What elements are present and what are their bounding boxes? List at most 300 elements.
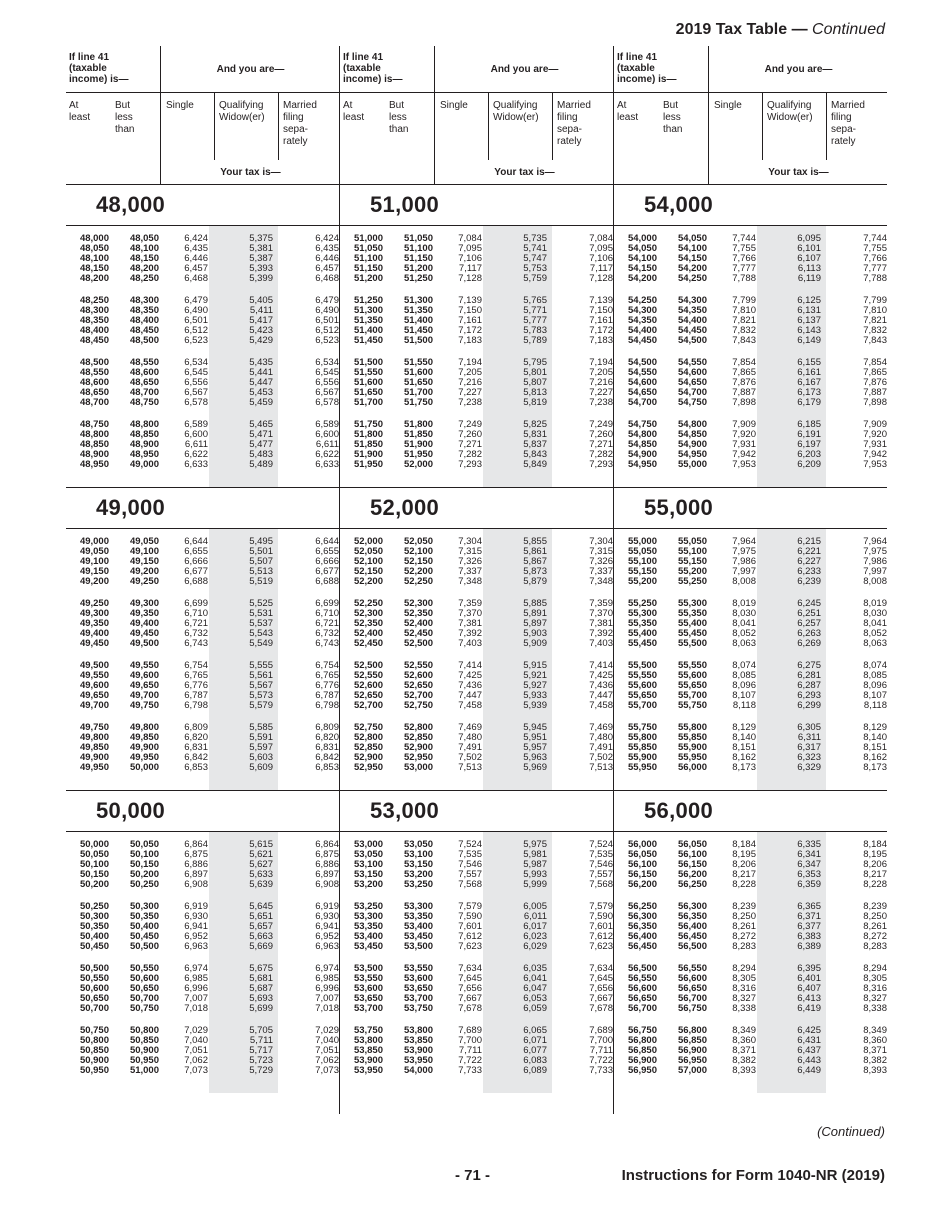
your-tax-is-label: Your tax is— bbox=[768, 166, 829, 178]
qualifying-widow-tax-cell: 6,377 bbox=[797, 921, 821, 932]
single-tax-cell: 6,710 bbox=[184, 608, 208, 619]
single-tax-cell: 6,490 bbox=[184, 305, 208, 316]
table-row bbox=[340, 460, 613, 470]
single-tax-cell: 8,250 bbox=[732, 911, 756, 922]
qualifying-widow-tax-cell: 5,507 bbox=[249, 556, 273, 567]
qualifying-widow-tax-cell: 5,735 bbox=[523, 233, 547, 244]
at-least-cell: 53,700 bbox=[353, 1003, 383, 1014]
qualifying-widow-tax-cell: 5,711 bbox=[249, 1035, 273, 1046]
income-section bbox=[340, 487, 613, 790]
but-less-than-cell: 54,000 bbox=[403, 1065, 433, 1076]
at-least-cell: 48,000 bbox=[79, 233, 109, 244]
single-tax-cell: 8,140 bbox=[732, 732, 756, 743]
married-separately-header: Married filing sepa- rately bbox=[283, 100, 317, 147]
but-less-than-cell: 50,250 bbox=[129, 879, 159, 890]
single-tax-cell: 7,337 bbox=[458, 566, 482, 577]
married-separately-tax-cell: 7,161 bbox=[589, 315, 613, 326]
at-least-cell: 48,550 bbox=[79, 367, 109, 378]
single-tax-cell: 6,578 bbox=[184, 397, 208, 408]
married-separately-tax-cell: 7,348 bbox=[589, 576, 613, 587]
qualifying-widow-tax-cell: 6,203 bbox=[797, 449, 821, 460]
table-row bbox=[340, 763, 613, 773]
at-least-cell: 50,350 bbox=[79, 921, 109, 932]
row-group bbox=[66, 1026, 339, 1088]
single-tax-cell: 7,865 bbox=[732, 367, 756, 378]
if-line-label: If line 41 (taxable income) is— bbox=[343, 52, 403, 85]
married-separately-tax-cell: 7,942 bbox=[863, 449, 887, 460]
header-divider bbox=[708, 46, 709, 184]
qualifying-widow-tax-cell: 6,119 bbox=[797, 273, 821, 284]
at-least-cell: 48,900 bbox=[79, 449, 109, 460]
qualifying-widow-tax-cell: 5,561 bbox=[249, 670, 273, 681]
but-less-than-cell: 53,950 bbox=[403, 1055, 433, 1066]
married-separately-tax-cell: 7,073 bbox=[315, 1065, 339, 1076]
table-row bbox=[614, 763, 887, 773]
income-section bbox=[614, 487, 887, 790]
single-tax-cell: 8,360 bbox=[732, 1035, 756, 1046]
qualifying-widow-tax-cell: 5,675 bbox=[249, 963, 273, 974]
married-separately-tax-cell: 7,887 bbox=[863, 387, 887, 398]
single-tax-cell: 7,436 bbox=[458, 680, 482, 691]
page-number: - 71 - bbox=[455, 1167, 491, 1184]
married-separately-tax-cell: 8,107 bbox=[863, 690, 887, 701]
single-tax-cell: 7,843 bbox=[732, 335, 756, 346]
qualifying-widow-tax-cell: 6,065 bbox=[523, 1025, 547, 1036]
qualifying-widow-tax-cell: 5,495 bbox=[249, 536, 273, 547]
at-least-cell: 53,900 bbox=[353, 1055, 383, 1066]
but-less-than-cell: 51,650 bbox=[403, 377, 433, 388]
section-title: 50,000 bbox=[66, 791, 339, 832]
at-least-cell: 54,650 bbox=[627, 387, 657, 398]
row-group bbox=[66, 964, 339, 1026]
married-separately-tax-cell: 7,513 bbox=[589, 762, 613, 773]
married-separately-tax-cell: 8,327 bbox=[863, 993, 887, 1004]
married-separately-tax-cell: 8,250 bbox=[863, 911, 887, 922]
qualifying-widow-tax-cell: 5,663 bbox=[249, 931, 273, 942]
but-less-than-cell: 53,100 bbox=[403, 849, 433, 860]
table-row bbox=[66, 460, 339, 470]
row-group bbox=[614, 661, 887, 723]
qualifying-widow-tax-cell: 6,287 bbox=[797, 680, 821, 691]
but-less-than-cell: 51,500 bbox=[403, 335, 433, 346]
married-separately-tax-cell: 8,041 bbox=[863, 618, 887, 629]
at-least-cell: 54,400 bbox=[627, 325, 657, 336]
row-group bbox=[66, 902, 339, 964]
but-less-than-cell: 49,750 bbox=[129, 700, 159, 711]
but-less-than-cell: 48,850 bbox=[129, 429, 159, 440]
at-least-cell: 50,950 bbox=[79, 1065, 109, 1076]
but-less-than-cell: 48,950 bbox=[129, 449, 159, 460]
but-less-than-cell: 55,850 bbox=[677, 732, 707, 743]
married-separately-tax-cell: 7,656 bbox=[589, 983, 613, 994]
at-least-cell: 52,650 bbox=[353, 690, 383, 701]
single-tax-cell: 8,184 bbox=[732, 839, 756, 850]
married-separately-tax-cell: 6,699 bbox=[315, 598, 339, 609]
qualifying-widow-tax-cell: 6,083 bbox=[523, 1055, 547, 1066]
but-less-than-cell: 48,800 bbox=[129, 419, 159, 430]
table-row bbox=[614, 942, 887, 952]
but-less-than-cell: 52,700 bbox=[403, 690, 433, 701]
qualifying-widow-tax-cell: 5,597 bbox=[249, 742, 273, 753]
but-less-than-cell: 50,900 bbox=[129, 1045, 159, 1056]
table-row bbox=[340, 336, 613, 346]
at-least-cell: 48,050 bbox=[79, 243, 109, 254]
but-less-than-cell: 51,450 bbox=[403, 325, 433, 336]
married-separately-tax-cell: 7,744 bbox=[863, 233, 887, 244]
qualifying-widow-tax-cell: 6,191 bbox=[797, 429, 821, 440]
but-less-than-cell: 51,400 bbox=[403, 315, 433, 326]
qualifying-widow-tax-cell: 6,305 bbox=[797, 722, 821, 733]
but-less-than-cell: 55,350 bbox=[677, 608, 707, 619]
but-less-than-cell: 52,950 bbox=[403, 752, 433, 763]
but-less-than-cell: 55,000 bbox=[677, 459, 707, 470]
at-least-cell: 53,050 bbox=[353, 849, 383, 860]
section-rows bbox=[614, 529, 887, 790]
at-least-cell: 56,000 bbox=[627, 839, 657, 850]
qualifying-widow-tax-cell: 5,669 bbox=[249, 941, 273, 952]
qualifying-widow-tax-cell: 5,861 bbox=[523, 546, 547, 557]
but-less-than-cell: 49,450 bbox=[129, 628, 159, 639]
table-row bbox=[66, 274, 339, 284]
single-tax-cell: 7,117 bbox=[458, 263, 482, 274]
table-row bbox=[614, 274, 887, 284]
qualifying-widow-tax-cell: 5,975 bbox=[523, 839, 547, 850]
but-less-than-cell: 51,050 bbox=[403, 233, 433, 244]
single-tax-cell: 7,447 bbox=[458, 690, 482, 701]
but-less-than-cell: 52,250 bbox=[403, 576, 433, 587]
your-tax-is-label: Your tax is— bbox=[220, 166, 281, 178]
at-least-cell: 50,300 bbox=[79, 911, 109, 922]
qualifying-widow-tax-cell: 5,603 bbox=[249, 752, 273, 763]
qualifying-widow-tax-cell: 6,425 bbox=[797, 1025, 821, 1036]
married-separately-tax-cell: 6,710 bbox=[315, 608, 339, 619]
and-you-are-label: And you are— bbox=[490, 63, 559, 75]
at-least-cell: 51,100 bbox=[353, 253, 383, 264]
but-less-than-cell: 49,650 bbox=[129, 680, 159, 691]
single-tax-cell: 6,798 bbox=[184, 700, 208, 711]
row-group bbox=[66, 296, 339, 358]
but-less-than-cell: 54,200 bbox=[677, 263, 707, 274]
married-separately-tax-cell: 6,963 bbox=[315, 941, 339, 952]
but-less-than-cell: 49,250 bbox=[129, 576, 159, 587]
married-separately-tax-cell: 8,294 bbox=[863, 963, 887, 974]
row-group bbox=[340, 296, 613, 358]
at-least-cell: 53,200 bbox=[353, 879, 383, 890]
married-separately-tax-cell: 8,239 bbox=[863, 901, 887, 912]
but-less-than-cell: 50,600 bbox=[129, 973, 159, 984]
at-least-cell: 48,750 bbox=[79, 419, 109, 430]
married-separately-tax-cell: 6,853 bbox=[315, 762, 339, 773]
section-title: 54,000 bbox=[614, 185, 887, 226]
single-tax-cell: 7,194 bbox=[458, 357, 482, 368]
single-tax-cell: 8,371 bbox=[732, 1045, 756, 1056]
married-separately-tax-cell: 6,446 bbox=[315, 253, 339, 264]
column-header bbox=[340, 46, 613, 185]
single-tax-cell: 7,425 bbox=[458, 670, 482, 681]
married-separately-tax-cell: 7,766 bbox=[863, 253, 887, 264]
married-separately-tax-cell: 8,173 bbox=[863, 762, 887, 773]
single-tax-cell: 7,326 bbox=[458, 556, 482, 567]
at-least-cell: 51,050 bbox=[353, 243, 383, 254]
table-row bbox=[66, 942, 339, 952]
header-divider bbox=[826, 92, 827, 160]
qualifying-widow-tax-cell: 5,945 bbox=[523, 722, 547, 733]
married-separately-tax-cell: 6,600 bbox=[315, 429, 339, 440]
single-tax-cell: 6,611 bbox=[184, 439, 208, 450]
at-least-cell: 51,300 bbox=[353, 305, 383, 316]
married-separately-tax-cell: 8,228 bbox=[863, 879, 887, 890]
table-title-text: 2019 Tax Table — bbox=[675, 21, 808, 38]
but-less-than-cell: 56,600 bbox=[677, 973, 707, 984]
married-separately-tax-cell: 7,590 bbox=[589, 911, 613, 922]
married-separately-tax-cell: 7,986 bbox=[863, 556, 887, 567]
single-tax-cell: 8,327 bbox=[732, 993, 756, 1004]
at-least-cell: 48,250 bbox=[79, 295, 109, 306]
but-less-than-cell: 52,850 bbox=[403, 732, 433, 743]
single-tax-cell: 8,283 bbox=[732, 941, 756, 952]
at-least-cell: 48,150 bbox=[79, 263, 109, 274]
single-tax-cell: 6,908 bbox=[184, 879, 208, 890]
qualifying-widow-tax-cell: 6,125 bbox=[797, 295, 821, 306]
but-less-than-cell: 54,350 bbox=[677, 305, 707, 316]
single-tax-cell: 7,964 bbox=[732, 536, 756, 547]
at-least-cell: 49,150 bbox=[79, 566, 109, 577]
married-separately-tax-cell: 7,359 bbox=[589, 598, 613, 609]
at-least-cell: 55,750 bbox=[627, 722, 657, 733]
qualifying-widow-tax-cell: 6,257 bbox=[797, 618, 821, 629]
at-least-cell: 49,550 bbox=[79, 670, 109, 681]
but-less-than-cell: 48,400 bbox=[129, 315, 159, 326]
but-less-than-cell: 55,800 bbox=[677, 722, 707, 733]
at-least-cell: 53,150 bbox=[353, 869, 383, 880]
married-separately-tax-cell: 6,842 bbox=[315, 752, 339, 763]
single-tax-cell: 7,810 bbox=[732, 305, 756, 316]
at-least-cell: 52,500 bbox=[353, 660, 383, 671]
section-rows bbox=[614, 226, 887, 487]
but-less-than-cell: 54,050 bbox=[677, 233, 707, 244]
qualifying-widow-tax-cell: 5,897 bbox=[523, 618, 547, 629]
at-least-cell: 54,300 bbox=[627, 305, 657, 316]
single-tax-cell: 7,282 bbox=[458, 449, 482, 460]
qualifying-widow-tax-cell: 6,323 bbox=[797, 752, 821, 763]
single-tax-cell: 6,468 bbox=[184, 273, 208, 284]
single-tax-cell: 7,733 bbox=[458, 1065, 482, 1076]
at-least-cell: 51,700 bbox=[353, 397, 383, 408]
single-tax-cell: 6,600 bbox=[184, 429, 208, 440]
at-least-cell: 54,700 bbox=[627, 397, 657, 408]
qualifying-widow-tax-cell: 6,245 bbox=[797, 598, 821, 609]
single-tax-cell: 7,084 bbox=[458, 233, 482, 244]
single-tax-cell: 8,349 bbox=[732, 1025, 756, 1036]
single-tax-cell: 7,029 bbox=[184, 1025, 208, 1036]
married-separately-tax-cell: 7,106 bbox=[589, 253, 613, 264]
but-less-than-cell: 56,700 bbox=[677, 993, 707, 1004]
at-least-cell: 52,000 bbox=[353, 536, 383, 547]
but-less-than-cell: 49,350 bbox=[129, 608, 159, 619]
married-separately-tax-cell: 7,810 bbox=[863, 305, 887, 316]
qualifying-widow-tax-cell: 6,179 bbox=[797, 397, 821, 408]
single-tax-cell: 7,161 bbox=[458, 315, 482, 326]
married-separately-tax-cell: 6,996 bbox=[315, 983, 339, 994]
married-separately-tax-cell: 7,128 bbox=[589, 273, 613, 284]
at-least-cell: 55,250 bbox=[627, 598, 657, 609]
single-tax-cell: 7,755 bbox=[732, 243, 756, 254]
but-less-than-cell: 55,150 bbox=[677, 556, 707, 567]
at-least-cell: 52,550 bbox=[353, 670, 383, 681]
single-tax-cell: 8,382 bbox=[732, 1055, 756, 1066]
row-group bbox=[614, 723, 887, 785]
married-separately-tax-cell: 7,634 bbox=[589, 963, 613, 974]
single-tax-cell: 7,788 bbox=[732, 273, 756, 284]
but-less-than-cell: 56,850 bbox=[677, 1035, 707, 1046]
table-column-3 bbox=[614, 46, 887, 1114]
at-least-cell: 50,100 bbox=[79, 859, 109, 870]
married-separately-tax-cell: 8,283 bbox=[863, 941, 887, 952]
single-tax-cell: 7,513 bbox=[458, 762, 482, 773]
qualifying-widow-tax-cell: 5,555 bbox=[249, 660, 273, 671]
married-separately-tax-cell: 6,501 bbox=[315, 315, 339, 326]
qualifying-widow-tax-cell: 6,335 bbox=[797, 839, 821, 850]
married-separately-tax-cell: 7,557 bbox=[589, 869, 613, 880]
qualifying-widow-tax-cell: 6,329 bbox=[797, 762, 821, 773]
single-tax-cell: 8,206 bbox=[732, 859, 756, 870]
but-less-than-cell: 50,350 bbox=[129, 911, 159, 922]
table-row bbox=[340, 701, 613, 711]
but-less-than-cell: 54,400 bbox=[677, 315, 707, 326]
married-separately-tax-cell: 6,435 bbox=[315, 243, 339, 254]
qualifying-widow-tax-cell: 5,519 bbox=[249, 576, 273, 587]
married-separately-tax-cell: 7,700 bbox=[589, 1035, 613, 1046]
qualifying-widow-tax-cell: 6,395 bbox=[797, 963, 821, 974]
married-separately-tax-cell: 7,414 bbox=[589, 660, 613, 671]
at-least-cell: 49,900 bbox=[79, 752, 109, 763]
at-least-cell: 49,700 bbox=[79, 700, 109, 711]
at-least-cell: 50,150 bbox=[79, 869, 109, 880]
but-less-than-cell: 53,550 bbox=[403, 963, 433, 974]
at-least-cell: 51,900 bbox=[353, 449, 383, 460]
but-less-than-cell: 53,400 bbox=[403, 921, 433, 932]
section-rows bbox=[66, 529, 339, 790]
single-tax-cell: 8,294 bbox=[732, 963, 756, 974]
single-tax-cell: 8,162 bbox=[732, 752, 756, 763]
single-tax-cell: 7,271 bbox=[458, 439, 482, 450]
at-least-cell: 55,050 bbox=[627, 546, 657, 557]
married-separately-tax-cell: 7,832 bbox=[863, 325, 887, 336]
qualifying-widow-tax-cell: 6,173 bbox=[797, 387, 821, 398]
but-less-than-cell: 50,550 bbox=[129, 963, 159, 974]
married-separately-tax-cell: 7,623 bbox=[589, 941, 613, 952]
but-less-than-cell: 50,300 bbox=[129, 901, 159, 912]
qualifying-widow-tax-cell: 5,585 bbox=[249, 722, 273, 733]
but-less-than-cell: 48,150 bbox=[129, 253, 159, 264]
qualifying-widow-tax-cell: 6,149 bbox=[797, 335, 821, 346]
table-row bbox=[614, 460, 887, 470]
at-least-cell: 50,800 bbox=[79, 1035, 109, 1046]
single-tax-cell: 7,601 bbox=[458, 921, 482, 932]
row-group bbox=[66, 840, 339, 902]
at-least-cell: 48,800 bbox=[79, 429, 109, 440]
but-less-than-cell: 48,700 bbox=[129, 387, 159, 398]
your-tax-is-label: Your tax is— bbox=[494, 166, 555, 178]
single-tax-cell: 6,952 bbox=[184, 931, 208, 942]
qualifying-widow-tax-cell: 5,729 bbox=[249, 1065, 273, 1076]
married-separately-tax-cell: 7,040 bbox=[315, 1035, 339, 1046]
married-separately-tax-cell: 7,502 bbox=[589, 752, 613, 763]
at-least-cell: 50,000 bbox=[79, 839, 109, 850]
at-least-cell: 56,400 bbox=[627, 931, 657, 942]
married-separately-tax-cell: 7,491 bbox=[589, 742, 613, 753]
single-tax-cell: 7,535 bbox=[458, 849, 482, 860]
if-line-label: If line 41 (taxable income) is— bbox=[69, 52, 129, 85]
but-less-than-cell: 50,650 bbox=[129, 983, 159, 994]
married-separately-tax-cell: 7,227 bbox=[589, 387, 613, 398]
but-less-than-cell: 53,900 bbox=[403, 1045, 433, 1056]
but-less-than-cell: 50,100 bbox=[129, 849, 159, 860]
but-less-than-cell: 54,550 bbox=[677, 357, 707, 368]
qualifying-widow-tax-cell: 5,591 bbox=[249, 732, 273, 743]
married-separately-tax-cell: 6,721 bbox=[315, 618, 339, 629]
at-least-cell: 50,400 bbox=[79, 931, 109, 942]
at-least-cell: 50,600 bbox=[79, 983, 109, 994]
but-less-than-cell: 53,300 bbox=[403, 901, 433, 912]
qualifying-widow-tax-cell: 5,459 bbox=[249, 397, 273, 408]
at-least-cell: 54,900 bbox=[627, 449, 657, 460]
married-separately-tax-cell: 6,952 bbox=[315, 931, 339, 942]
married-separately-tax-cell: 7,931 bbox=[863, 439, 887, 450]
single-tax-cell: 7,546 bbox=[458, 859, 482, 870]
married-separately-tax-cell: 7,579 bbox=[589, 901, 613, 912]
income-section bbox=[614, 790, 887, 1093]
qualifying-widow-tax-cell: 6,239 bbox=[797, 576, 821, 587]
married-separately-tax-cell: 8,162 bbox=[863, 752, 887, 763]
qualifying-widow-tax-cell: 5,399 bbox=[249, 273, 273, 284]
married-separately-tax-cell: 7,601 bbox=[589, 921, 613, 932]
at-least-cell: 51,450 bbox=[353, 335, 383, 346]
qualifying-widow-tax-cell: 5,843 bbox=[523, 449, 547, 460]
married-separately-tax-cell: 8,074 bbox=[863, 660, 887, 671]
but-less-than-cell: 48,450 bbox=[129, 325, 159, 336]
qualifying-widow-tax-cell: 5,795 bbox=[523, 357, 547, 368]
qualifying-widow-tax-cell: 6,029 bbox=[523, 941, 547, 952]
but-less-than-cell: 50,500 bbox=[129, 941, 159, 952]
at-least-cell: 52,800 bbox=[353, 732, 383, 743]
qualifying-widow-tax-cell: 5,705 bbox=[249, 1025, 273, 1036]
qualifying-widow-tax-cell: 6,017 bbox=[523, 921, 547, 932]
qualifying-widow-tax-cell: 5,645 bbox=[249, 901, 273, 912]
qualifying-widow-tax-cell: 5,699 bbox=[249, 1003, 273, 1014]
at-least-cell: 53,750 bbox=[353, 1025, 383, 1036]
but-less-than-cell: 51,900 bbox=[403, 439, 433, 450]
row-group bbox=[340, 840, 613, 902]
qualifying-widow-header: Qualifying Widow(er) bbox=[219, 100, 265, 123]
single-tax-cell: 7,744 bbox=[732, 233, 756, 244]
qualifying-widow-tax-cell: 5,891 bbox=[523, 608, 547, 619]
married-separately-tax-cell: 7,997 bbox=[863, 566, 887, 577]
qualifying-widow-tax-cell: 5,573 bbox=[249, 690, 273, 701]
but-less-than-cell: 51,100 bbox=[403, 243, 433, 254]
qualifying-widow-tax-cell: 5,987 bbox=[523, 859, 547, 870]
at-least-cell: 51,750 bbox=[353, 419, 383, 430]
qualifying-widow-tax-cell: 5,777 bbox=[523, 315, 547, 326]
but-less-than-cell: 53,850 bbox=[403, 1035, 433, 1046]
single-tax-cell: 7,502 bbox=[458, 752, 482, 763]
at-least-cell: 53,850 bbox=[353, 1045, 383, 1056]
at-least-cell: 52,850 bbox=[353, 742, 383, 753]
married-separately-tax-cell: 8,195 bbox=[863, 849, 887, 860]
but-less-than-cell: 54,100 bbox=[677, 243, 707, 254]
qualifying-widow-tax-cell: 6,161 bbox=[797, 367, 821, 378]
married-separately-tax-cell: 7,315 bbox=[589, 546, 613, 557]
